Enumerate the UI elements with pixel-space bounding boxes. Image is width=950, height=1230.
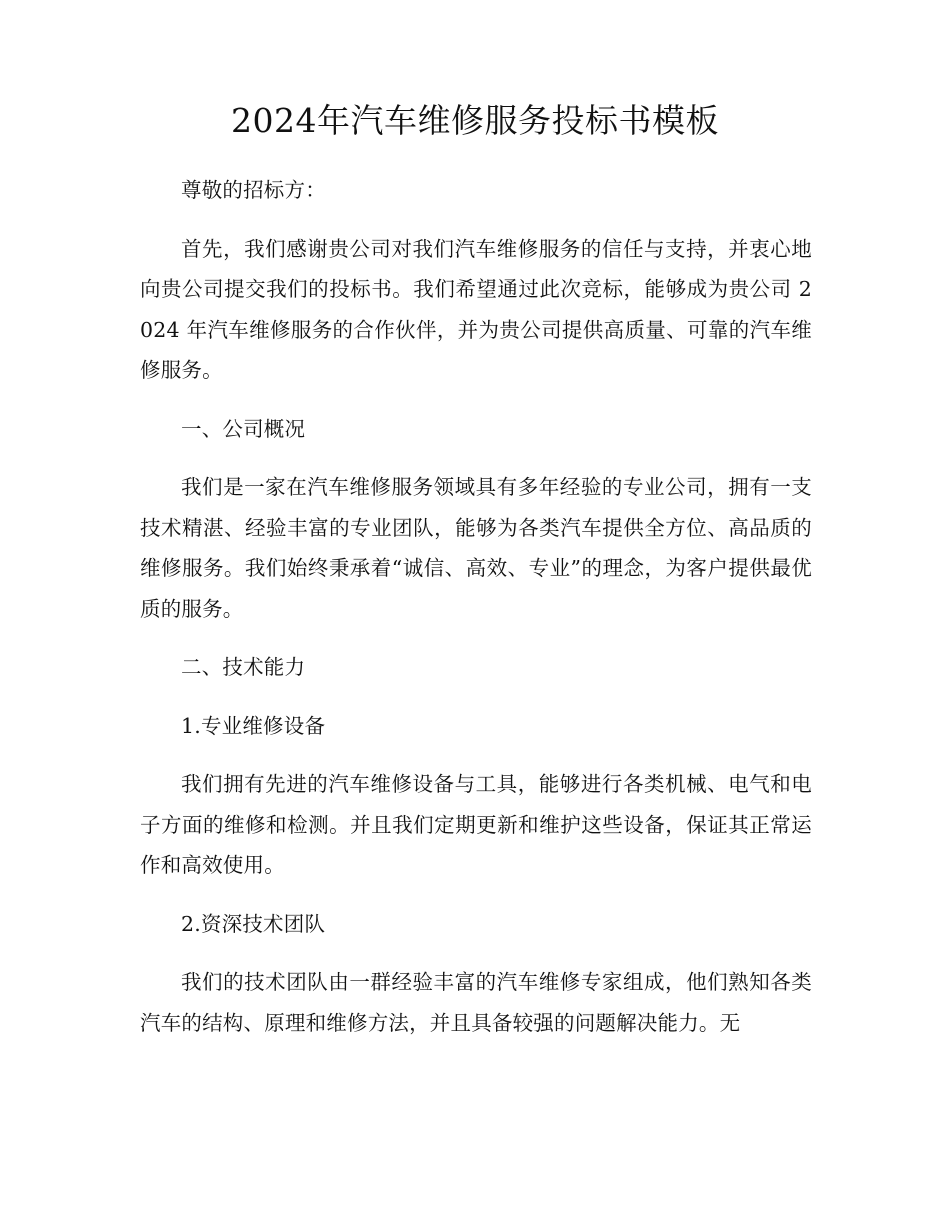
equipment-paragraph: 我们拥有先进的汽车维修设备与工具，能够进行各类机械、电气和电子方面的维修和检测。并且我们定期更新和维护这些设备，保证其正常运作和高效使用。: [140, 772, 812, 877]
subheading-equipment: 1.专业维修设备: [181, 713, 326, 738]
section-heading-technical-capability: 二、技术能力: [181, 655, 306, 679]
document-title: 2024年汽车维修服务投标书模板: [231, 101, 719, 140]
section-heading-company-overview: 一、公司概况: [181, 416, 306, 441]
document-body: [140, 170, 812, 1043]
salutation: 尊敬的招标方：: [181, 178, 326, 202]
company-overview-paragraph: 我们是一家在汽车维修服务领域具有多年经验的专业公司，拥有一支技术精湛、经验丰富的专业团队，能够为各类汽车提供全方位、高品质的维修服务。我们始终秉承着“诚信、高效、专业”的理念，为客户提供最优质的服务。: [140, 475, 812, 621]
team-paragraph: 我们的技术团队由一群经验丰富的汽车维修专家组成，他们熟知各类汽车的结构、原理和维修方法，并且具备较强的问题解决能力。无: [140, 970, 812, 1035]
subheading-team: 2.资深技术团队: [181, 911, 326, 936]
intro-paragraph: 首先，我们感谢贵公司对我们汽车维修服务的信任与支持，并衷心地向贵公司提交我们的投标书。我们希望通过此次竞标，能够成为贵公司 2024 年汽车维修服务的合作伙伴，并为贵公司提供高质量、可靠的汽车维修服务。: [140, 236, 812, 382]
